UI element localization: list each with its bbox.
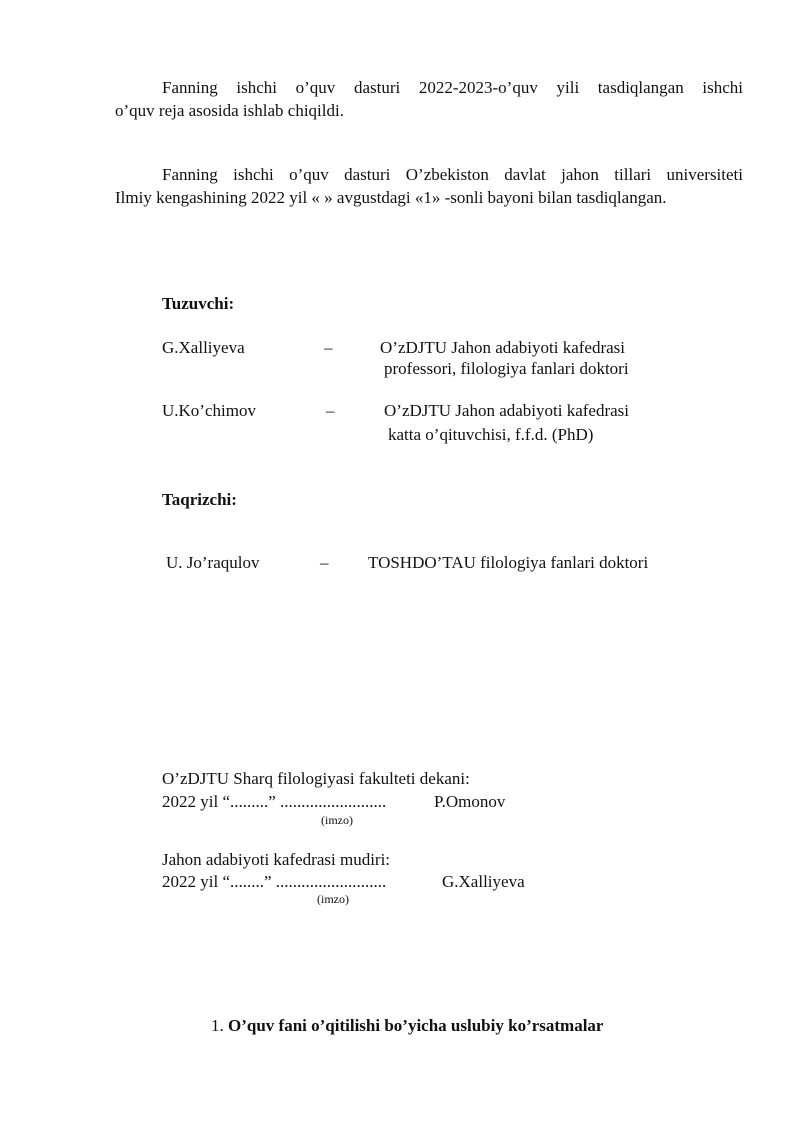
compiler-dash: – [326, 401, 335, 420]
signature-label: (imzo) [321, 813, 353, 827]
intro-line-1: Fanning ishchi o’quv dasturi 2022-2023-o’quv yili tasdiqlangan ishchi [162, 78, 743, 97]
compilers-heading: Tuzuvchi: [162, 294, 235, 313]
reviewer-heading: Taqrizchi: [162, 490, 237, 509]
compiler-name: U.Ko’chimov [162, 401, 256, 420]
signature-date-line: 2022 yil “.........” ......................... [162, 792, 387, 811]
reviewer-dash: – [320, 553, 329, 572]
compiler-dash: – [324, 338, 333, 357]
signature-date-line: 2022 yil “........” .......................... [162, 872, 387, 891]
section-heading [211, 1016, 603, 1036]
section-title: O’quv fani o’qitilishi bo’yicha uslubiy ko’rsatmalar [228, 1016, 604, 1035]
approval-line-1: Fanning ishchi o’quv dasturi O’zbekiston davlat jahon tillari universiteti [162, 165, 743, 184]
compiler-position-line-1: O’zDJTU Jahon adabiyoti kafedrasi [380, 338, 626, 357]
section-number: 1. [211, 1016, 224, 1035]
reviewer-name: U. Jo’raqulov [166, 553, 260, 572]
compiler-position-line-1: O’zDJTU Jahon adabiyoti kafedrasi [384, 401, 630, 420]
signature-title: Jahon adabiyoti kafedrasi mudiri: [162, 850, 391, 869]
reviewer-position: TOSHDO’TAU filologiya fanlari doktori [368, 553, 649, 572]
compiler-position-line-2: professori, filologiya fanlari doktori [384, 359, 629, 378]
signature-name: G.Xalliyeva [442, 872, 525, 891]
compiler-position-line-2: katta o’qituvchisi, f.f.d. (PhD) [388, 425, 594, 444]
intro-line-2: o’quv reja asosida ishlab chiqildi. [115, 101, 344, 120]
approval-line-2: Ilmiy kengashining 2022 yil « » avgustdagi «1» -sonli bayoni bilan tasdiqlangan. [115, 188, 667, 207]
compiler-name: G.Xalliyeva [162, 338, 245, 357]
signature-name: P.Omonov [434, 792, 506, 811]
signature-title: O’zDJTU Sharq filologiyasi fakulteti dekani: [162, 769, 470, 788]
signature-label: (imzo) [317, 892, 349, 906]
